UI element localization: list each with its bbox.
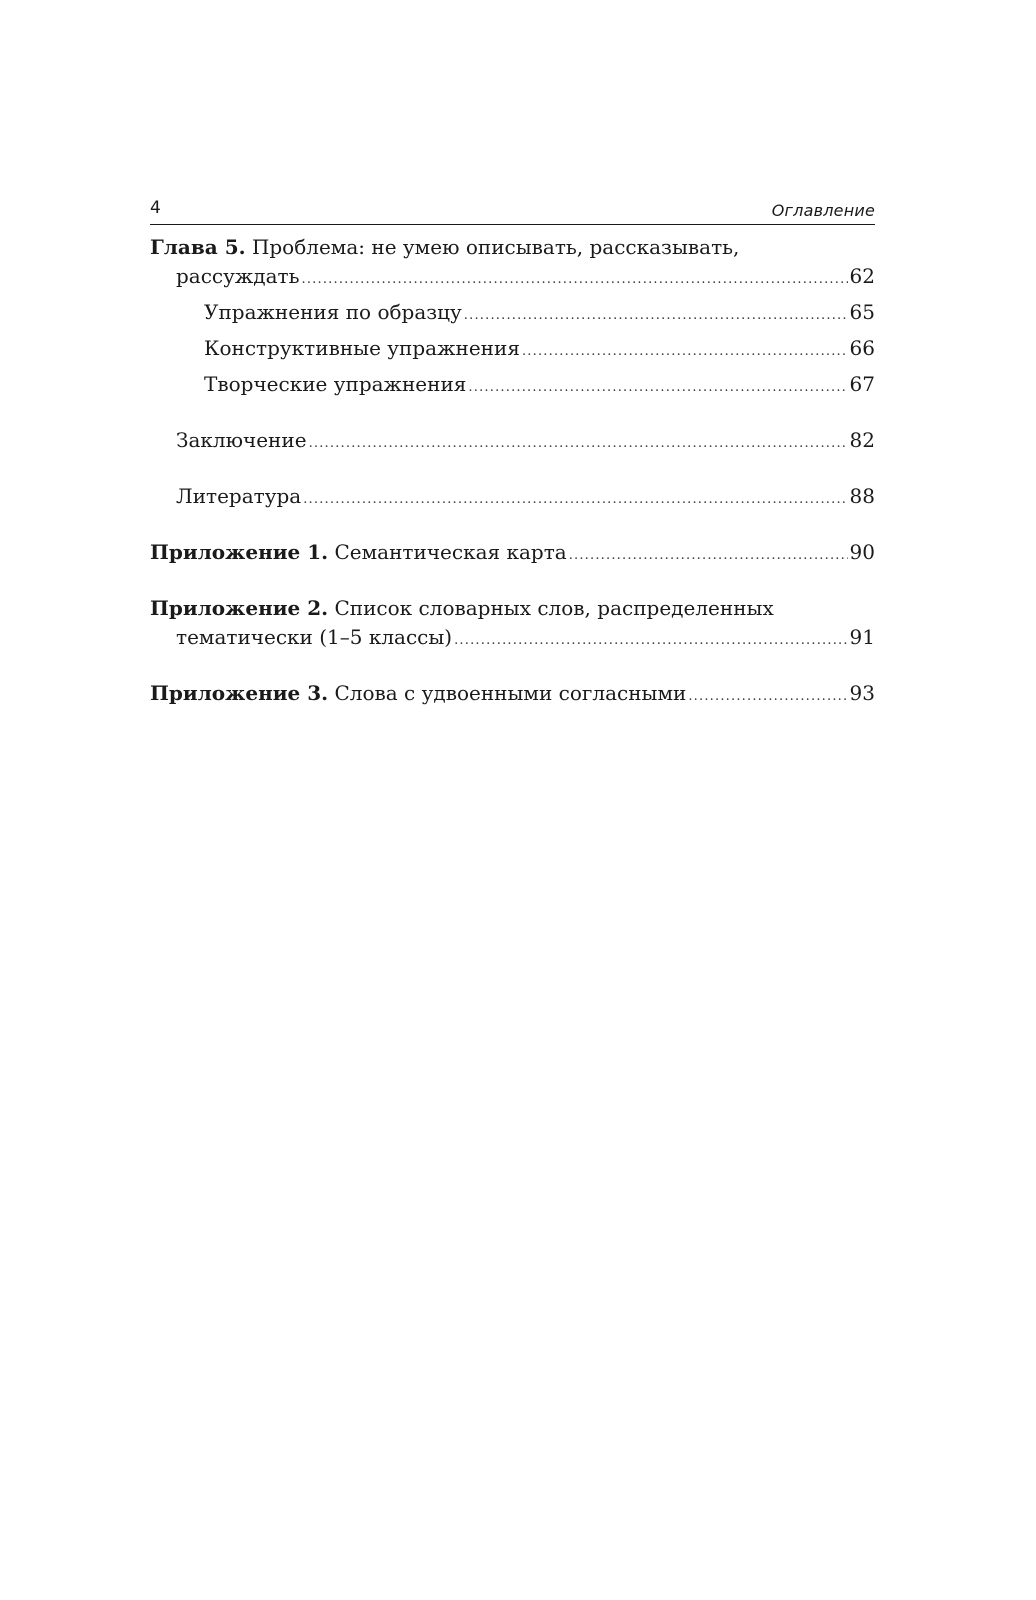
dot-leader [522, 337, 848, 366]
toc-entry-title-line [150, 594, 875, 623]
toc-entry-title: Литература [176, 484, 302, 508]
toc-entry-title-line [150, 225, 875, 262]
toc-entry-title-wrap [150, 538, 567, 567]
toc-entry-page: 93 [849, 681, 875, 705]
toc-entry-row [176, 482, 875, 514]
section-title: Оглавление [771, 201, 875, 220]
toc-entry-title: Конструктивные упражнения [204, 336, 520, 360]
toc-entry-row [204, 366, 875, 402]
toc-entry-appendix-1[interactable] [150, 538, 875, 570]
toc-entry-row [176, 426, 875, 458]
toc-entry-label: Приложение 3. [150, 681, 329, 705]
toc-entry-title: Проблема: не умею описывать, рассказывать, [251, 235, 740, 259]
dot-leader [569, 541, 848, 570]
toc-entry-title-continuation: тематически (1–5 классы) [176, 625, 453, 649]
toc-entry-page: 66 [849, 336, 875, 360]
toc-entry-chapter-5[interactable] [150, 225, 875, 294]
toc-entry-title-continuation: рассуждать [176, 264, 300, 288]
book-page [150, 196, 875, 711]
table-of-contents [150, 225, 875, 711]
toc-entry-row [204, 294, 875, 330]
toc-entry-label: Приложение 2. [150, 596, 329, 620]
dot-leader [303, 485, 847, 514]
page-number: 4 [150, 198, 161, 218]
toc-entry-title: Упражнения по образцу [204, 300, 462, 324]
toc-entry-title-wrap [150, 679, 686, 708]
toc-entry-title: Слова с удвоенными согласными [334, 681, 687, 705]
toc-entry-row [150, 679, 875, 711]
toc-entry-appendix-3[interactable] [150, 679, 875, 711]
toc-entry-row [204, 330, 875, 366]
toc-entry-sample-exercises[interactable] [150, 294, 875, 330]
toc-entry-constructive-exercises[interactable] [150, 330, 875, 366]
toc-entry-page: 91 [849, 625, 875, 649]
toc-entry-page: 65 [849, 300, 875, 324]
toc-entry-conclusion[interactable] [150, 426, 875, 458]
toc-entry-row [150, 538, 875, 570]
toc-entry-row [150, 262, 875, 294]
toc-entry-page: 90 [849, 540, 875, 564]
toc-entry-page: 67 [849, 372, 875, 396]
toc-entry-label: Приложение 1. [150, 540, 329, 564]
dot-leader [302, 265, 848, 294]
dot-leader [688, 682, 847, 711]
toc-entry-literature[interactable] [150, 482, 875, 514]
toc-entry-title: Семантическая карта [334, 540, 567, 564]
toc-entry-row [150, 623, 875, 655]
toc-entry-page: 62 [849, 264, 875, 288]
running-head [150, 196, 875, 225]
toc-entry-appendix-2[interactable] [150, 594, 875, 655]
dot-leader [309, 429, 848, 458]
dot-leader [464, 301, 848, 330]
toc-entry-title: Творческие упражнения [204, 372, 467, 396]
toc-entry-title: Заключение [176, 428, 307, 452]
toc-entry-creative-exercises[interactable] [150, 366, 875, 402]
dot-leader [454, 626, 847, 655]
dot-leader [468, 373, 847, 402]
toc-entry-label: Глава 5. [150, 235, 246, 259]
toc-entry-title: Список словарных слов, распределенных [334, 596, 774, 620]
toc-entry-page: 88 [849, 484, 875, 508]
toc-entry-page: 82 [849, 428, 875, 452]
